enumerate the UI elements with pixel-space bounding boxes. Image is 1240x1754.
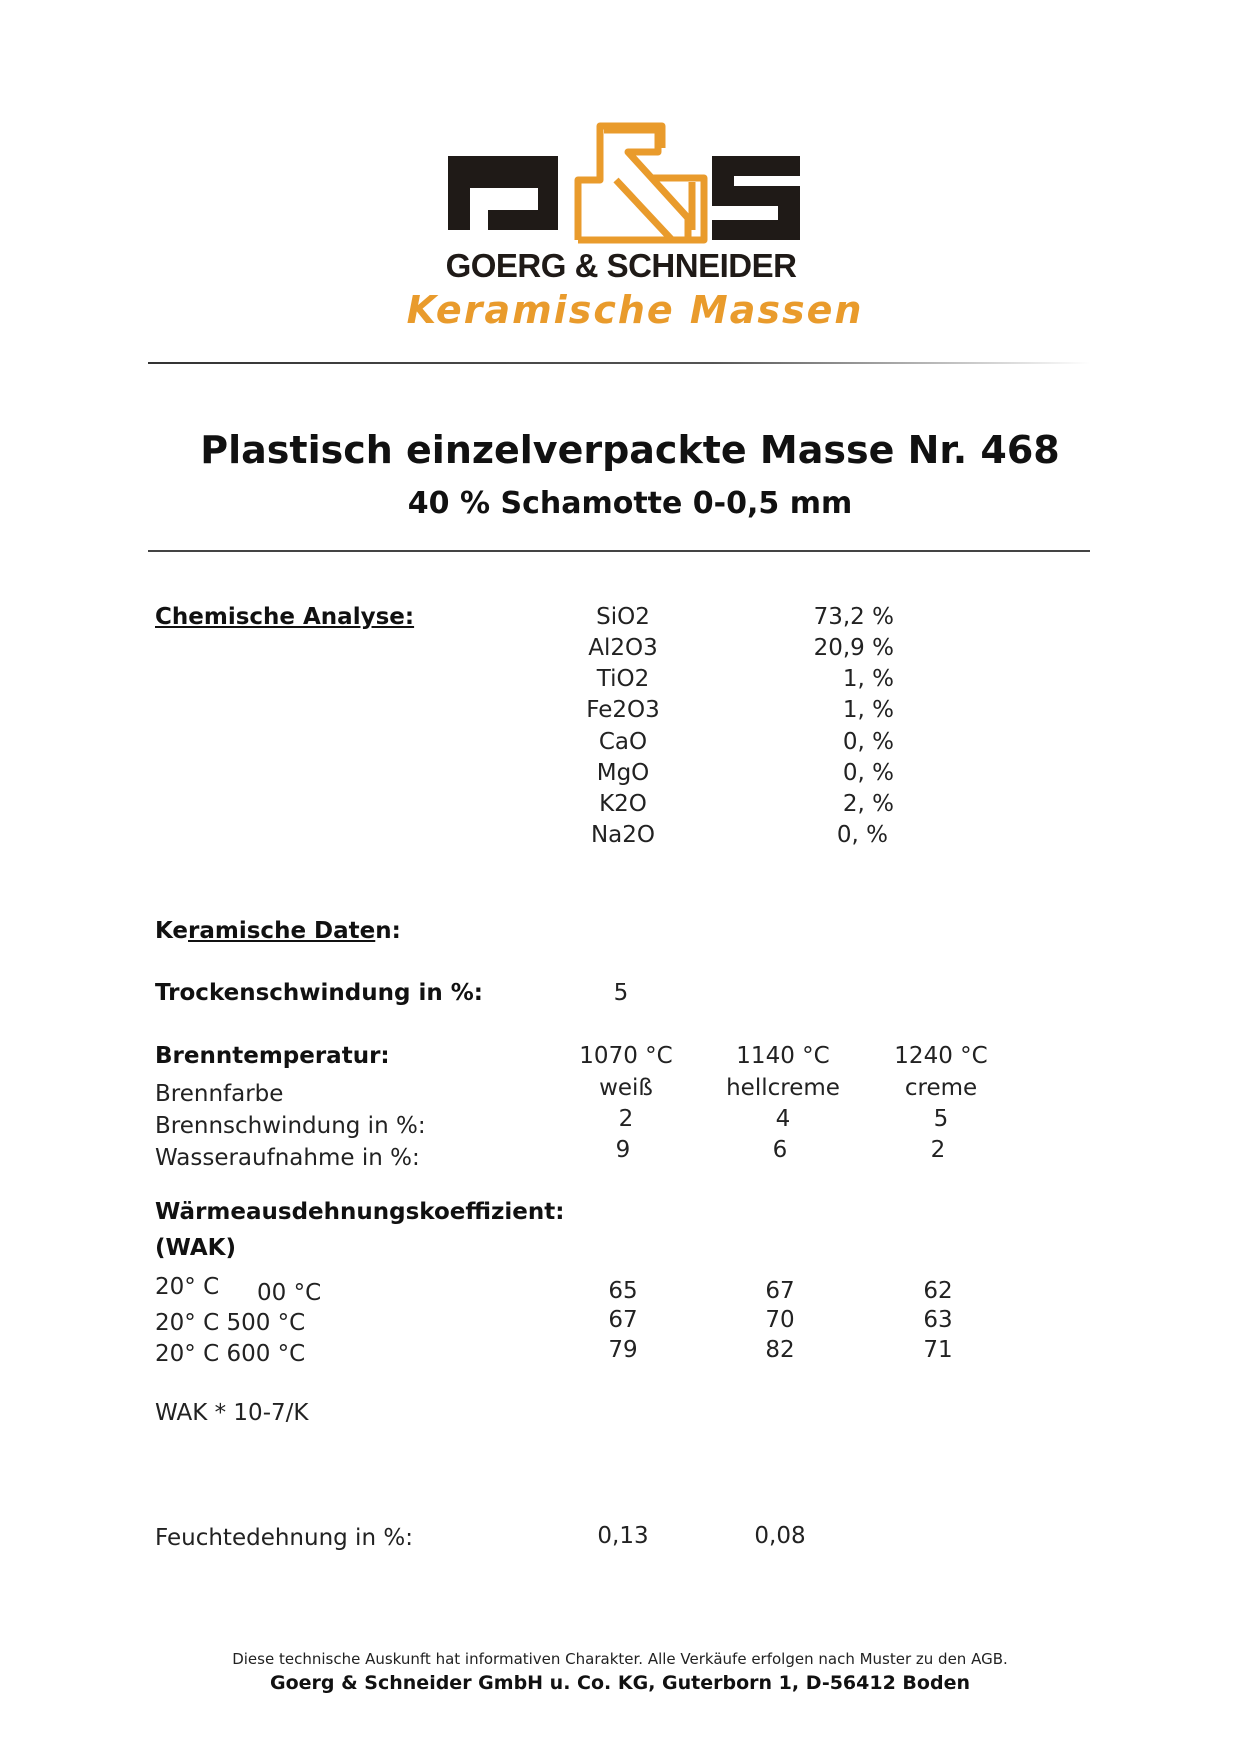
wak-value: 65 xyxy=(608,1278,638,1304)
chem-name: MgO xyxy=(596,760,650,786)
moisture-expansion-value: 0,08 xyxy=(754,1523,806,1549)
wak-range: 20° C 500 °C xyxy=(155,1310,306,1336)
firing-shrinkage-label: Brennschwindung in %: xyxy=(155,1113,426,1139)
footer-company: Goerg & Schneider GmbH u. Co. KG, Guterborn 1, D-56412 Boden xyxy=(270,1672,970,1694)
wak-value: 82 xyxy=(765,1337,795,1363)
wak-value: 70 xyxy=(765,1307,795,1333)
logo-ampersand xyxy=(578,126,704,240)
logo-g-letter xyxy=(448,156,558,240)
drying-shrinkage-value: 5 xyxy=(613,980,629,1006)
chem-value: 0, % xyxy=(842,729,894,755)
chem-name: CaO xyxy=(598,729,648,755)
moisture-expansion-value: 0,13 xyxy=(597,1523,649,1549)
moisture-expansion-label: Feuchtedehnung in %: xyxy=(155,1525,413,1551)
firing-color-value: creme xyxy=(904,1075,978,1101)
firing-temperature-label: Brenntemperatur: xyxy=(155,1043,390,1069)
firing-temp: 1140 °C xyxy=(736,1043,830,1069)
firing-temp: 1070 °C xyxy=(579,1043,673,1069)
water-absorption-value: 2 xyxy=(930,1137,946,1163)
wak-value: 62 xyxy=(923,1278,953,1304)
wak-value: 63 xyxy=(923,1307,953,1333)
wak-value: 67 xyxy=(608,1307,638,1333)
brand-name: GOERG & SCHNEIDER xyxy=(445,247,797,284)
header-divider xyxy=(148,362,1090,364)
wak-range-from: 20° C xyxy=(155,1274,220,1300)
water-absorption-value: 9 xyxy=(615,1137,631,1163)
ceramic-data-heading: Keramische Daten: xyxy=(155,918,401,944)
chemical-analysis-heading: Chemische Analyse: xyxy=(155,604,415,630)
wak-label-abbr: (WAK) xyxy=(155,1235,236,1261)
chem-name: Fe2O3 xyxy=(586,697,660,723)
brand-tagline: Keramische Massen xyxy=(406,288,864,332)
firing-shrinkage-value: 4 xyxy=(775,1106,791,1132)
chem-value: 2, % xyxy=(842,791,894,817)
firing-color-label: Brennfarbe xyxy=(155,1081,284,1107)
wak-unit: WAK * 10-7/K xyxy=(155,1400,309,1426)
logo-s-letter xyxy=(712,156,800,240)
chem-name: Al2O3 xyxy=(588,635,658,661)
title-divider xyxy=(148,550,1090,552)
firing-shrinkage-value: 2 xyxy=(618,1106,634,1132)
page-title: Plastisch einzelverpackte Masse Nr. 468 xyxy=(200,428,1060,472)
firing-shrinkage-value: 5 xyxy=(933,1106,949,1132)
chem-name: Na2O xyxy=(590,822,656,848)
chem-value: 1, % xyxy=(842,697,894,723)
water-absorption-value: 6 xyxy=(772,1137,788,1163)
wak-value: 79 xyxy=(608,1337,638,1363)
chem-value: 73,2 % xyxy=(813,604,894,630)
wak-range-to: 00 °C xyxy=(257,1280,322,1306)
chem-name: TiO2 xyxy=(596,666,650,692)
wak-value: 71 xyxy=(923,1337,953,1363)
drying-shrinkage-label: Trockenschwindung in %: xyxy=(155,980,483,1006)
firing-temp: 1240 °C xyxy=(894,1043,988,1069)
water-absorption-label: Wasseraufnahme in %: xyxy=(155,1145,420,1171)
wak-range: 20° C 600 °C xyxy=(155,1341,306,1367)
wak-value: 67 xyxy=(765,1278,795,1304)
chem-value: 1, % xyxy=(842,666,894,692)
chem-value: 0, % xyxy=(842,760,894,786)
footer-disclaimer: Diese technische Auskunft hat informativen Charakter. Alle Verkäufe erfolgen nach Muster zu den AGB. xyxy=(232,1650,1008,1668)
page-subtitle: 40 % Schamotte 0-0,5 mm xyxy=(407,486,853,521)
chem-name: K2O xyxy=(599,791,647,817)
chem-value: 0, % xyxy=(836,822,888,848)
firing-color-value: weiß xyxy=(599,1075,653,1101)
chem-value: 20,9 % xyxy=(813,635,894,661)
wak-label: Wärmeausdehnungskoeffizient: xyxy=(155,1199,565,1225)
firing-color-value: hellcreme xyxy=(726,1075,840,1101)
chem-name: SiO2 xyxy=(596,604,650,630)
